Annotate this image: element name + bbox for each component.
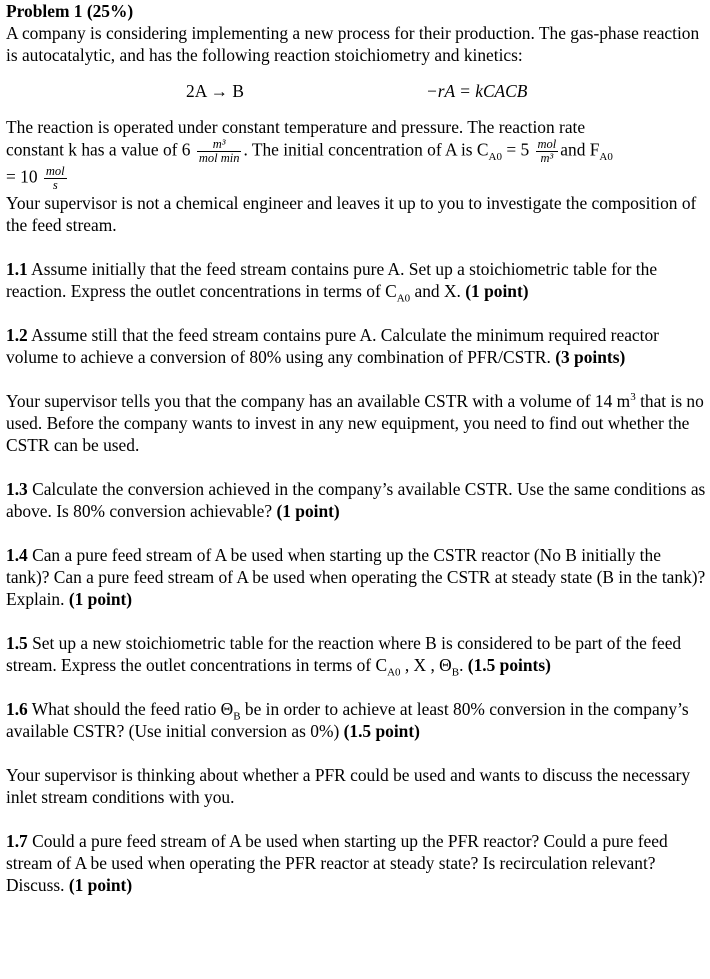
ca0-unit-denominator: m³ xyxy=(540,151,554,165)
question-1-6-points: (1.5 point) xyxy=(343,721,420,741)
question-1-1-number: 1.1 xyxy=(6,259,28,279)
problem-document xyxy=(6,0,706,896)
supervisor-2-text-a: Your supervisor tells you that the company has an available CSTR with a volume of 14 m xyxy=(6,391,631,411)
question-1-6-subscript: B xyxy=(233,710,241,723)
supervisor-paragraph-3: Your supervisor is thinking about whether a PFR could be used and wants to discuss the necessary inlet stream conditions with you. xyxy=(6,765,691,807)
question-1-6-text-b: be in order to achieve at least 80% conversion in the company’s available CSTR? (Use initial conversion as 0%) xyxy=(6,699,689,741)
question-1-1-tail: and X. xyxy=(414,281,461,301)
supervisor-paragraph-1: Your supervisor is not a chemical engineer and leaves it up to you to investigate the composition of the feed stream. xyxy=(6,193,697,235)
question-1-5-number: 1.5 xyxy=(6,633,28,653)
question-1-1-points: (1 point) xyxy=(465,281,529,301)
question-1-5-text: Set up a new stoichiometric table for the reaction where B is considered to be part of the feed stream. Express the outlet concentrations in terms of C xyxy=(6,633,682,675)
rate-equation: −rA = kCACB xyxy=(426,81,528,101)
question-1-7-text: Could a pure feed stream of A be used when starting up the PFR reactor? Could a pure feed stream of A be used when operating the PFR reactor at steady state? Is recirculation relevant? Discuss. xyxy=(6,831,668,895)
question-1-4-points: (1 point) xyxy=(68,589,133,609)
question-1-5-mid: , X , Θ xyxy=(400,655,452,675)
question-1-1-subscript: A0 xyxy=(396,292,411,305)
ca0-text: . The initial concentration of A is C xyxy=(243,139,489,160)
question-1-6-number: 1.6 xyxy=(6,699,28,719)
k-unit-numerator: m³ xyxy=(197,138,242,152)
reaction-equation: 2A → B xyxy=(186,81,244,101)
question-1-6 xyxy=(6,698,706,742)
supervisor-2-superscript: 3 xyxy=(630,391,636,404)
question-1-7-number: 1.7 xyxy=(6,831,28,851)
question-1-7-points: (1 point) xyxy=(68,875,133,895)
supervisor-paragraph-2 xyxy=(6,390,706,456)
question-1-6-text-a: What should the feed ratio Θ xyxy=(31,699,234,719)
question-1-1-text: Assume initially that the feed stream contains pure A. Set up a stoichiometric table for the reaction. Express the outlet concentrations in terms of C xyxy=(6,259,658,301)
question-1-4 xyxy=(6,544,706,610)
supervisor-2-text-b: that is no used. Before the company wants to invest in any new equipment, you need to find out whether the CSTR can be used. xyxy=(6,391,704,455)
question-1-3-points: (1 point) xyxy=(276,501,340,521)
question-1-3-number: 1.3 xyxy=(6,479,28,499)
intro-paragraph: A company is considering implementing a new process for their production. The gas-phase reaction is autocatalytic, and has the following reaction stoichiometry and kinetics: xyxy=(6,23,700,65)
ca0-unit-numerator: mol xyxy=(537,137,557,151)
question-1-2-text: Assume still that the feed stream contains pure A. Calculate the minimum required reactor volume to achieve a conversion of 80% using any combination of PFR/CSTR. xyxy=(6,325,659,367)
fa0-subscript: A0 xyxy=(599,150,613,163)
k-text: constant k has a value of 6 xyxy=(6,139,191,160)
question-1-4-number: 1.4 xyxy=(6,545,28,565)
fa0-unit-denominator: s xyxy=(52,178,58,192)
conditions-paragraph xyxy=(6,116,706,192)
question-1-5: 1.5 Set up a new stoichiometric table for the reaction where B is considered to be part of the feed stream. Express the outlet concentrations in terms of $C_{A0}$ , X , $\Theta_B$. (1.5 points) xyxy=(6,633,682,679)
question-1-1 xyxy=(6,258,706,305)
question-1-5-points: (1.5 points) xyxy=(467,655,551,675)
k-unit-denominator: mol min xyxy=(198,151,240,165)
question-1-3-text: Calculate the conversion achieved in the company’s available CSTR. Use the same conditions as above. Is 80% conversion achievable? xyxy=(6,479,706,521)
ca0-subscript: A0 xyxy=(488,150,502,163)
question-1-7 xyxy=(6,830,706,896)
question-1-3 xyxy=(6,478,706,522)
question-1-2 xyxy=(6,324,706,368)
question-1-5-subscript-b: B xyxy=(451,666,460,679)
problem-title: Problem 1 (25%) xyxy=(6,1,134,21)
and-text: and F xyxy=(560,139,600,160)
question-1-2-number: 1.2 xyxy=(6,325,28,345)
ca0-unit-fraction xyxy=(536,138,559,165)
fa0-value: = 10 xyxy=(6,166,38,187)
question-1-5-subscript-a0: A0 xyxy=(387,666,401,679)
equation-row xyxy=(6,80,706,110)
fa0-unit-fraction xyxy=(44,165,67,192)
question-1-2-points: (3 points) xyxy=(555,347,626,367)
k-unit-fraction xyxy=(197,138,242,165)
conditions-line: The reaction is operated under constant temperature and pressure. The reaction rate xyxy=(6,117,586,137)
question-1-4-text: Can a pure feed stream of A be used when starting up the CSTR reactor (No B initially the tank)? Can a pure feed stream of A be used when operating the CSTR at steady state (B in the tank)? Explain. xyxy=(6,545,706,609)
fa0-unit-numerator: mol xyxy=(45,164,65,178)
ca0-value: = 5 xyxy=(501,139,530,160)
